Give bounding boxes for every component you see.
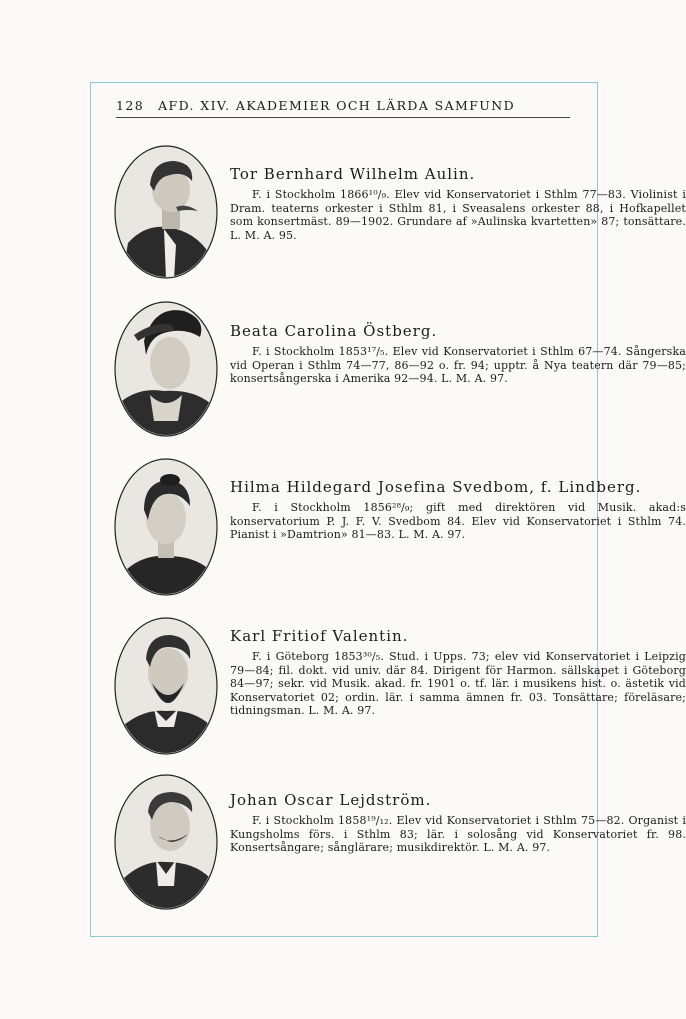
person-biography: F. i Stockholm 1866¹⁰/₉. Elev vid Konservatoriet i Sthlm 77—83. Violinist i Dram. teaterns orkester i Sthlm 81, i Sveasalens orkester 88, i Hofkapellet som konsertmäst. 89—1902. Grundare af »Aulinska kvartetten» 87; tonsättare. L. M. A. 95. (230, 188, 686, 242)
section-title: AFD. XIV. AKADEMIER OCH LÄRDA SAMFUND (158, 98, 515, 113)
portrait-photo (114, 145, 218, 279)
portrait-photo (114, 617, 218, 751)
person-biography: F. i Stockholm 1856²⁸/₉; gift med direktören vid Musik. akad:s konservatorium P. J. F. V. Svedbom 84. Elev vid Konservatoriet i Sthlm 74. Pianist i »Damtrion» 81—83. L. M. A. 97. (230, 501, 686, 542)
person-name: Hilma Hildegard Josefina Svedbom, f. Lindberg. (230, 478, 642, 496)
person-biography: F. i Stockholm 1858¹⁹/₁₂. Elev vid Konservatoriet i Sthlm 75—82. Organist i Kungsholms förs. i Sthlm 83; lär. i solosång vid Konservatoriet fr. 98. Konsertsångare; sånglärare; musikdirektör. L. M. A. 97. (230, 814, 686, 855)
person-biography: F. i Stockholm 1853¹⁷/₅. Elev vid Konservatoriet i Sthlm 67—74. Sångerska vid Operan i Sthlm 74—77, 86—92 o. fr. 94; upptr. å Nya teatern där 79—85; konsertsångerska i Amerika 92—94. L. M. A. 97. (230, 345, 686, 386)
running-head (116, 98, 572, 113)
person-name: Karl Fritiof Valentin. (230, 627, 409, 645)
portrait-photo (114, 458, 218, 592)
person-name: Beata Carolina Östberg. (230, 322, 438, 340)
person-name: Johan Oscar Lejdström. (230, 791, 432, 809)
portrait-photo (114, 301, 218, 435)
page-number: 128 (116, 98, 145, 113)
person-name: Tor Bernhard Wilhelm Aulin. (230, 165, 476, 183)
person-biography: F. i Göteborg 1853³⁰/₅. Stud. i Upps. 73; elev vid Konservatoriet i Leipzig 79—84; fil. dokt. vid univ. där 84. Dirigent för Harmon. sällskapet i Göteborg 84—97; sekr. vid Musik. akad. fr. 1901 o. tf. lär. i musikens hist. o. ästetik vid Konservatoriet 02; ordin. lär. i samma ämnen fr. 03. Tonsättare; föreläsare; tidningsman. L. M. A. 97. (230, 650, 686, 718)
header-rule (116, 117, 570, 118)
portrait-photo (114, 774, 218, 908)
